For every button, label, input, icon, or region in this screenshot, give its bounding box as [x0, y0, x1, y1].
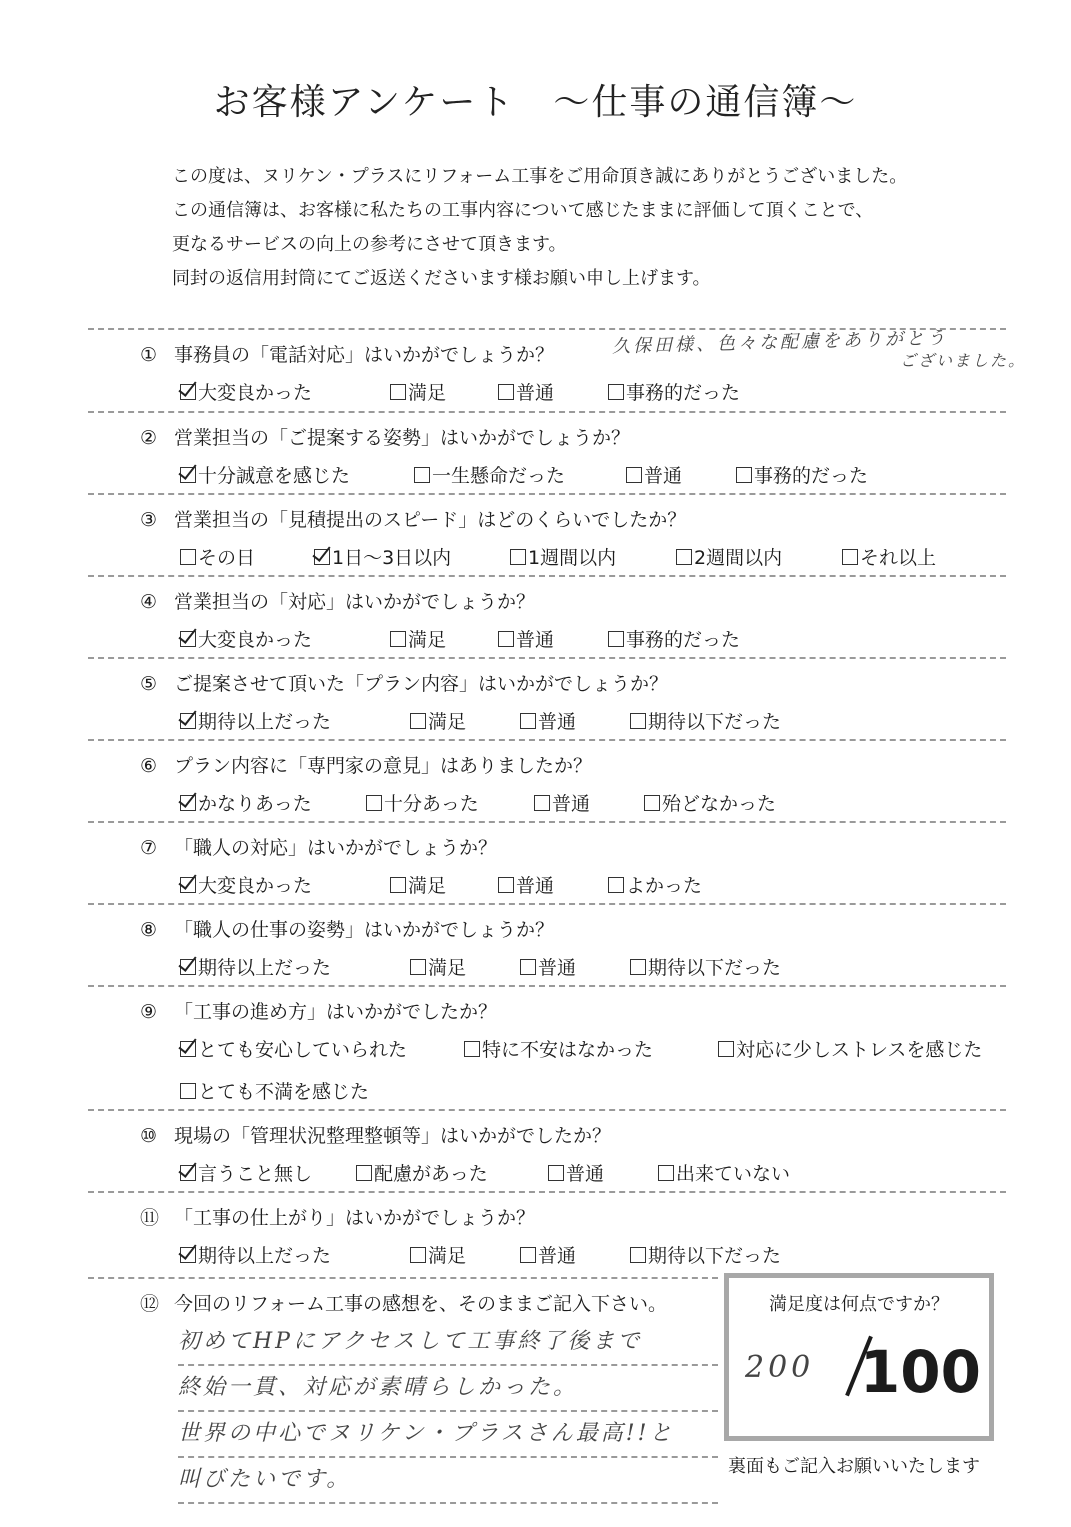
question-text: ② 営業担当の「ご提案する姿勢」はいかがでしょうか？	[140, 427, 631, 449]
comment-line: 初めてHPにアクセスして工事終了後まで	[178, 1320, 718, 1366]
option-checkbox[interactable]: 普通	[498, 625, 554, 652]
option-checkbox[interactable]: 普通	[548, 1159, 604, 1186]
option-checkbox[interactable]: 普通	[520, 707, 576, 734]
option-checkbox[interactable]: 満足	[410, 953, 466, 980]
free-comment-area[interactable]	[178, 1320, 718, 1504]
option-checkbox[interactable]: よかった	[608, 871, 702, 898]
option-checkbox[interactable]: 2週間以内	[676, 543, 782, 570]
option-checkbox[interactable]: 出来ていない	[658, 1159, 790, 1186]
option-checkbox[interactable]: 1日〜3日以内	[314, 543, 451, 570]
question-text: ① 事務員の「電話対応」はいかがでしょうか？	[140, 344, 555, 366]
option-checkbox[interactable]: 事務的だった	[608, 378, 740, 405]
option-checkbox[interactable]: それ以上	[842, 543, 936, 570]
intro-line: 同封の返信用封筒にてご返送くださいます様お願い申し上げます。	[172, 268, 711, 289]
option-checkbox[interactable]: とても安心していられた	[180, 1035, 407, 1062]
answer-options	[180, 953, 1006, 985]
question-text: ④ 営業担当の「対応」はいかがでしょうか？	[140, 591, 536, 613]
option-checkbox[interactable]: 期待以上だった	[180, 953, 331, 980]
comment-line: 世界の中心でヌリケン・プラスさん最高!!と	[178, 1412, 718, 1458]
question-text: ⑪ 「工事の仕上がり」はいかがでしょうか？	[140, 1207, 536, 1229]
option-checkbox[interactable]: 期待以上だった	[180, 707, 331, 734]
answer-options	[180, 871, 1006, 903]
question-6	[88, 739, 1006, 823]
option-checkbox[interactable]: 大変良かった	[180, 378, 312, 405]
answer-options	[180, 378, 1006, 410]
option-checkbox[interactable]: 普通	[498, 378, 554, 405]
question-text: ⑤ ご提案させて頂いた「プラン内容」はいかがでしょうか？	[140, 673, 669, 695]
question-text: ⑫ 今回のリフォーム工事の感想を、そのままご記入下さい。	[140, 1293, 668, 1315]
option-checkbox[interactable]: 大変良かった	[180, 871, 312, 898]
question-3	[88, 493, 1006, 577]
question-4	[88, 575, 1006, 659]
comment-line: 叫びたいです。	[178, 1458, 718, 1504]
question-9	[88, 985, 1006, 1111]
answer-options	[180, 1241, 1006, 1273]
question-8	[88, 903, 1006, 987]
option-checkbox[interactable]: 普通	[498, 871, 554, 898]
answer-options	[180, 707, 1006, 739]
score-written-value[interactable]: 200	[745, 1350, 815, 1385]
intro-text	[172, 160, 932, 296]
option-checkbox[interactable]: 特に不安はなかった	[464, 1035, 653, 1062]
option-checkbox[interactable]: 普通	[520, 953, 576, 980]
intro-line: この度は、ヌリケン・プラスにリフォーム工事をご用命頂き誠にありがとうございました。	[172, 166, 908, 187]
question-12	[88, 1277, 718, 1315]
option-checkbox[interactable]: 満足	[390, 871, 446, 898]
question-text: ⑨ 「工事の進め方」はいかがでしたか？	[140, 1001, 498, 1023]
option-checkbox[interactable]: 満足	[390, 625, 446, 652]
option-checkbox[interactable]: 期待以下だった	[630, 1241, 781, 1268]
comment-line: 終始一貫、対応が素晴らしかった。	[178, 1366, 718, 1412]
answer-options	[180, 1035, 1006, 1067]
answer-options	[180, 543, 1006, 575]
option-checkbox[interactable]: 普通	[534, 789, 590, 816]
answer-options	[180, 1159, 1006, 1191]
page-title: お客様アンケート 〜仕事の通信簿〜	[213, 82, 858, 123]
intro-line: 更なるサービスの向上の参考にさせて頂きます。	[172, 234, 567, 255]
option-checkbox[interactable]: 十分誠意を感じた	[180, 461, 350, 488]
question-text: ⑩ 現場の「管理状況整理整頓等」はいかがでしたか？	[140, 1125, 612, 1147]
intro-line: この通信簿は、お客様に私たちの工事内容について感じたままに評価して頂くことで、	[172, 200, 874, 221]
option-checkbox[interactable]: 一生懸命だった	[414, 461, 565, 488]
option-checkbox[interactable]: 事務的だった	[608, 625, 740, 652]
score-label: 満足度は何点ですか？	[769, 1294, 949, 1315]
handwritten-note: ございました。	[900, 351, 1027, 370]
option-checkbox[interactable]: 対応に少しストレスを感じた	[718, 1035, 982, 1062]
option-checkbox[interactable]: 1週間以内	[510, 543, 616, 570]
option-checkbox[interactable]: とても不満を感じた	[180, 1077, 369, 1104]
option-checkbox[interactable]: 事務的だった	[736, 461, 868, 488]
option-checkbox[interactable]: 期待以下だった	[630, 707, 781, 734]
back-side-note: 裏面もご記入お願いいたします	[728, 1456, 980, 1477]
option-checkbox[interactable]: その日	[180, 543, 255, 570]
option-checkbox[interactable]: 大変良かった	[180, 625, 312, 652]
option-checkbox[interactable]: 期待以下だった	[630, 953, 781, 980]
option-checkbox[interactable]: 言うこと無し	[180, 1159, 312, 1186]
option-checkbox[interactable]: 殆どなかった	[644, 789, 776, 816]
answer-options	[180, 461, 1006, 493]
answer-options	[180, 789, 1006, 821]
question-10	[88, 1109, 1006, 1193]
option-checkbox[interactable]: 満足	[390, 378, 446, 405]
option-checkbox[interactable]: 満足	[410, 1241, 466, 1268]
question-text: ⑧ 「職人の仕事の姿勢」はいかがでしょうか？	[140, 919, 555, 941]
question-text: ③ 営業担当の「見積提出のスピード」はどのくらいでしたか？	[140, 509, 687, 531]
question-5	[88, 657, 1006, 741]
option-checkbox[interactable]: 配慮があった	[356, 1159, 488, 1186]
question-7	[88, 821, 1006, 905]
question-text: ⑥ プラン内容に「専門家の意見」はありましたか？	[140, 755, 593, 777]
question-2	[88, 411, 1006, 495]
question-11	[88, 1191, 1006, 1275]
handwritten-note: 久保田様、色々な配慮をありがとう	[611, 327, 949, 358]
option-checkbox[interactable]: 普通	[626, 461, 682, 488]
option-checkbox[interactable]: かなりあった	[180, 789, 312, 816]
option-checkbox[interactable]: 満足	[410, 707, 466, 734]
option-checkbox[interactable]: 十分あった	[366, 789, 479, 816]
question-text: ⑦ 「職人の対応」はいかがでしょうか？	[140, 837, 498, 859]
option-checkbox[interactable]: 期待以上だった	[180, 1241, 331, 1268]
satisfaction-score-box	[724, 1273, 994, 1441]
score-max: 100	[859, 1338, 981, 1406]
answer-options	[180, 625, 1006, 657]
option-checkbox[interactable]: 普通	[520, 1241, 576, 1268]
